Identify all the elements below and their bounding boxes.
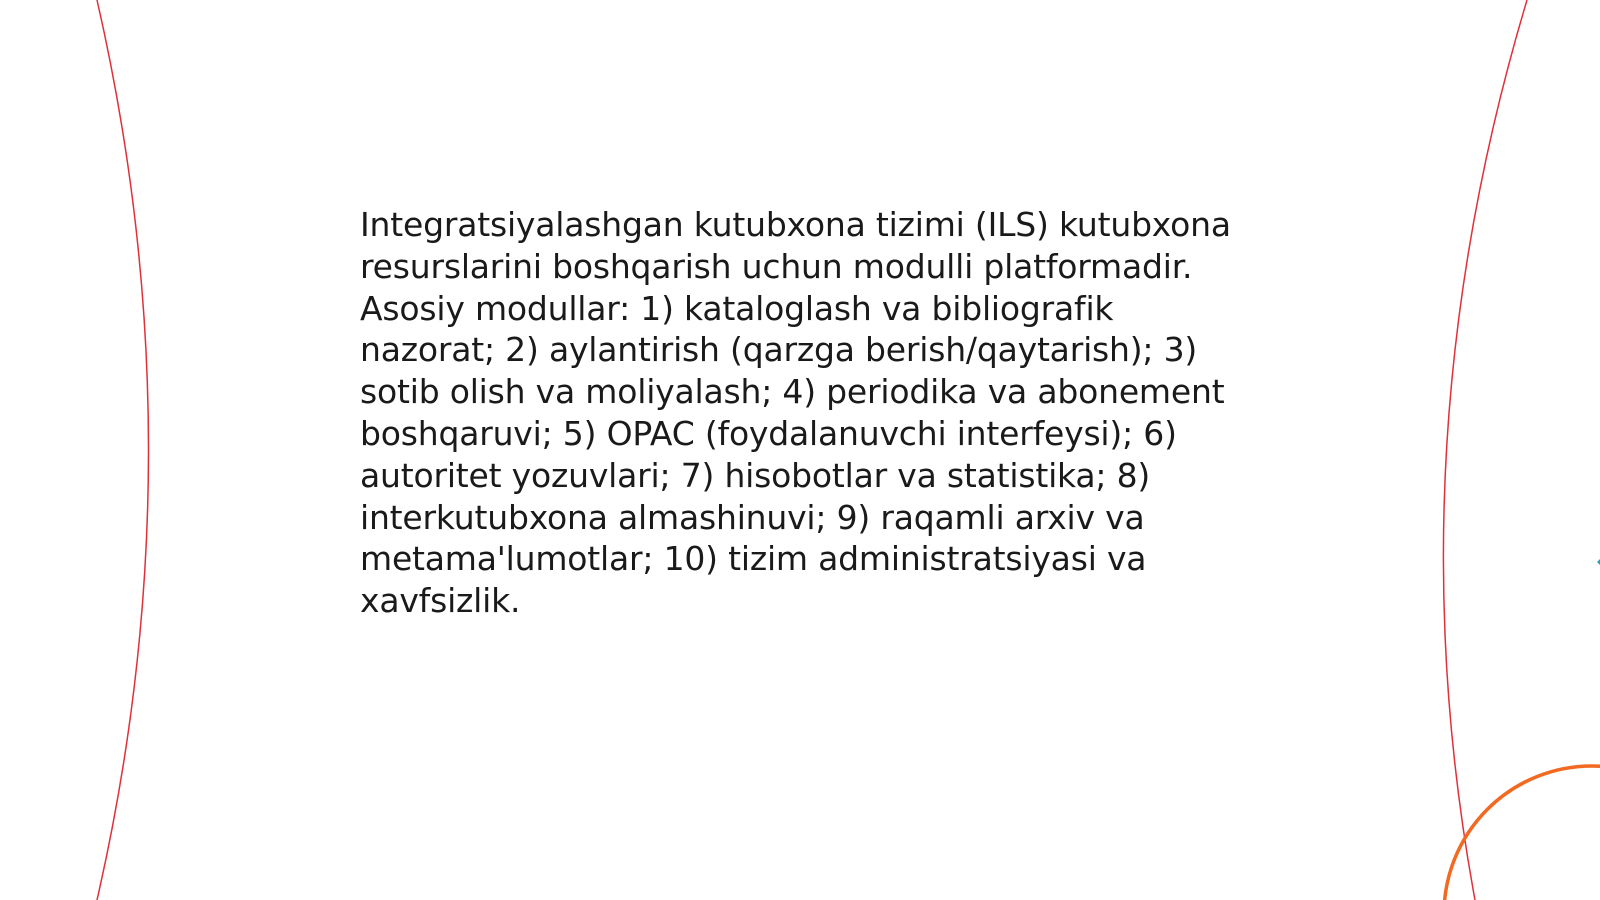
orange-accent-circle [1444, 766, 1600, 900]
right-arc-line [1443, 0, 1527, 900]
left-arc-line [97, 0, 149, 900]
slide-body-text: Integratsiyalashgan kutubxona tizimi (ILS) kutubxona resurslarini boshqarish uchun modulli platformadir. Asosiy modullar: 1) kataloglash va bibliografik nazorat; 2) aylantirish (qarzga berish/qaytarish); 3) sotib olish va moliyalash; 4) periodika va abonement boshqaruvi; 5) OPAC (foydalanuvchi interfeysi); 6) autoritet yozuvlari; 7) hisobotlar va statistika; 8) interkutubxona almashinuvi; 9) raqamli arxiv va metama'lumotlar; 10) tizim administratsiyasi va xavfsizlik. [360, 205, 1231, 621]
